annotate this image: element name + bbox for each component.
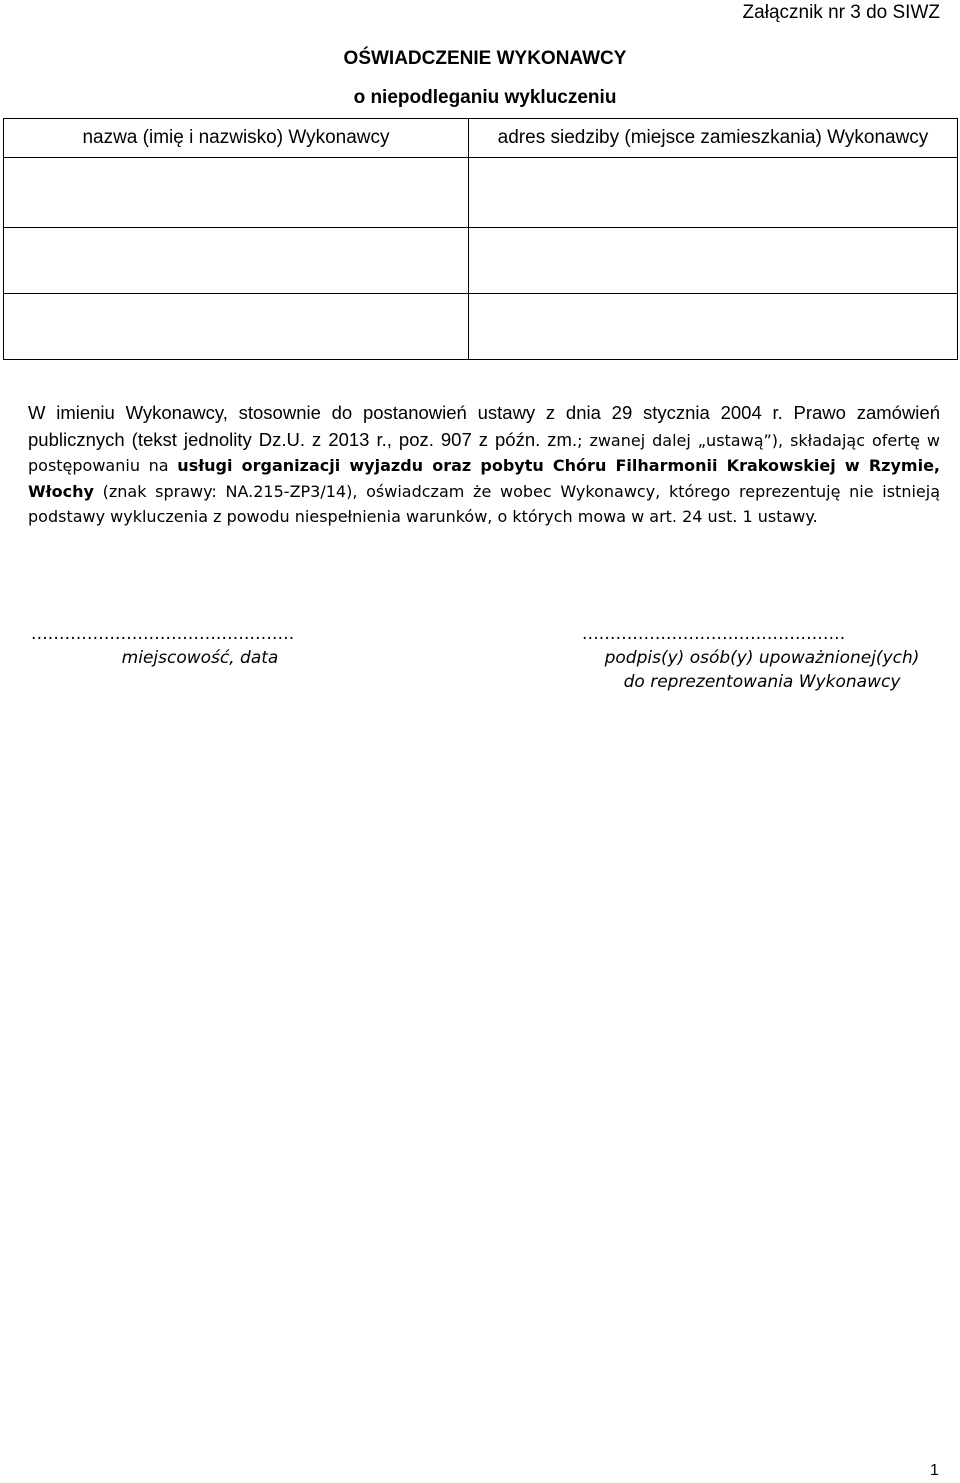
document-subtitle: o niepodleganiu wykluczeniu xyxy=(353,87,617,108)
procurement-subject: usługi organizacji wyjazdu oraz pobytu Chóru Filharmonii Krakowskiej w Rzymie, Włochy xyxy=(28,456,941,501)
contractor-address-cell[interactable] xyxy=(469,294,958,360)
declaration-line: W imieniu Wykonawcy, stosownie do postanowień ustawy z dnia 29 stycznia 2004 r. Prawo zamówień xyxy=(28,402,940,423)
contractor-name-cell[interactable] xyxy=(4,228,469,294)
declaration-paragraph xyxy=(28,400,940,530)
page-number: 1 xyxy=(930,1462,939,1479)
document-title: OŚWIADCZENIE WYKONAWCY xyxy=(343,48,627,69)
contractor-table xyxy=(3,118,958,360)
declaration-text: (znak sprawy: xyxy=(93,481,226,501)
signature-line[interactable]: ............................................... xyxy=(582,624,846,644)
contractor-name-cell[interactable] xyxy=(4,158,469,228)
place-date-line[interactable]: ............................................... xyxy=(31,624,295,644)
contractor-table-header xyxy=(4,119,958,158)
contractor-address-header: adres siedziby (miejsce zamieszkania) Wykonawcy xyxy=(469,119,958,158)
contractor-row xyxy=(4,294,958,360)
case-reference-text: NA.215-ZP3/14), oświadczam że wobec Wykonawcy, którego reprezentuję nie istnieją podstawy wykluczenia z powodu niespełnienia warunków, o których mowa w art. 24 ust. 1 ustawy. xyxy=(28,481,940,527)
contractor-row xyxy=(4,158,958,228)
signature-label-cont: do reprezentowania Wykonawcy xyxy=(623,672,901,692)
contractor-row xyxy=(4,228,958,294)
contractor-name-header: nazwa (imię i nazwisko) Wykonawcy xyxy=(4,119,469,158)
declaration-line: publicznych (tekst jednolity Dz.U. z 2013 r., poz. 907 z późn. zm. xyxy=(28,428,578,450)
annex-label: Załącznik nr 3 do SIWZ xyxy=(742,2,940,23)
declaration-text: ; zwanej dalej „ustawą”), składając ofertę w postępowaniu na xyxy=(28,430,940,476)
place-date-label: miejscowość, data xyxy=(121,648,279,668)
contractor-address-cell[interactable] xyxy=(469,158,958,228)
contractor-address-cell[interactable] xyxy=(469,228,958,294)
signature-label: podpis(y) osób(y) upoważnionej(ych) xyxy=(604,648,920,668)
contractor-name-cell[interactable] xyxy=(4,294,469,360)
